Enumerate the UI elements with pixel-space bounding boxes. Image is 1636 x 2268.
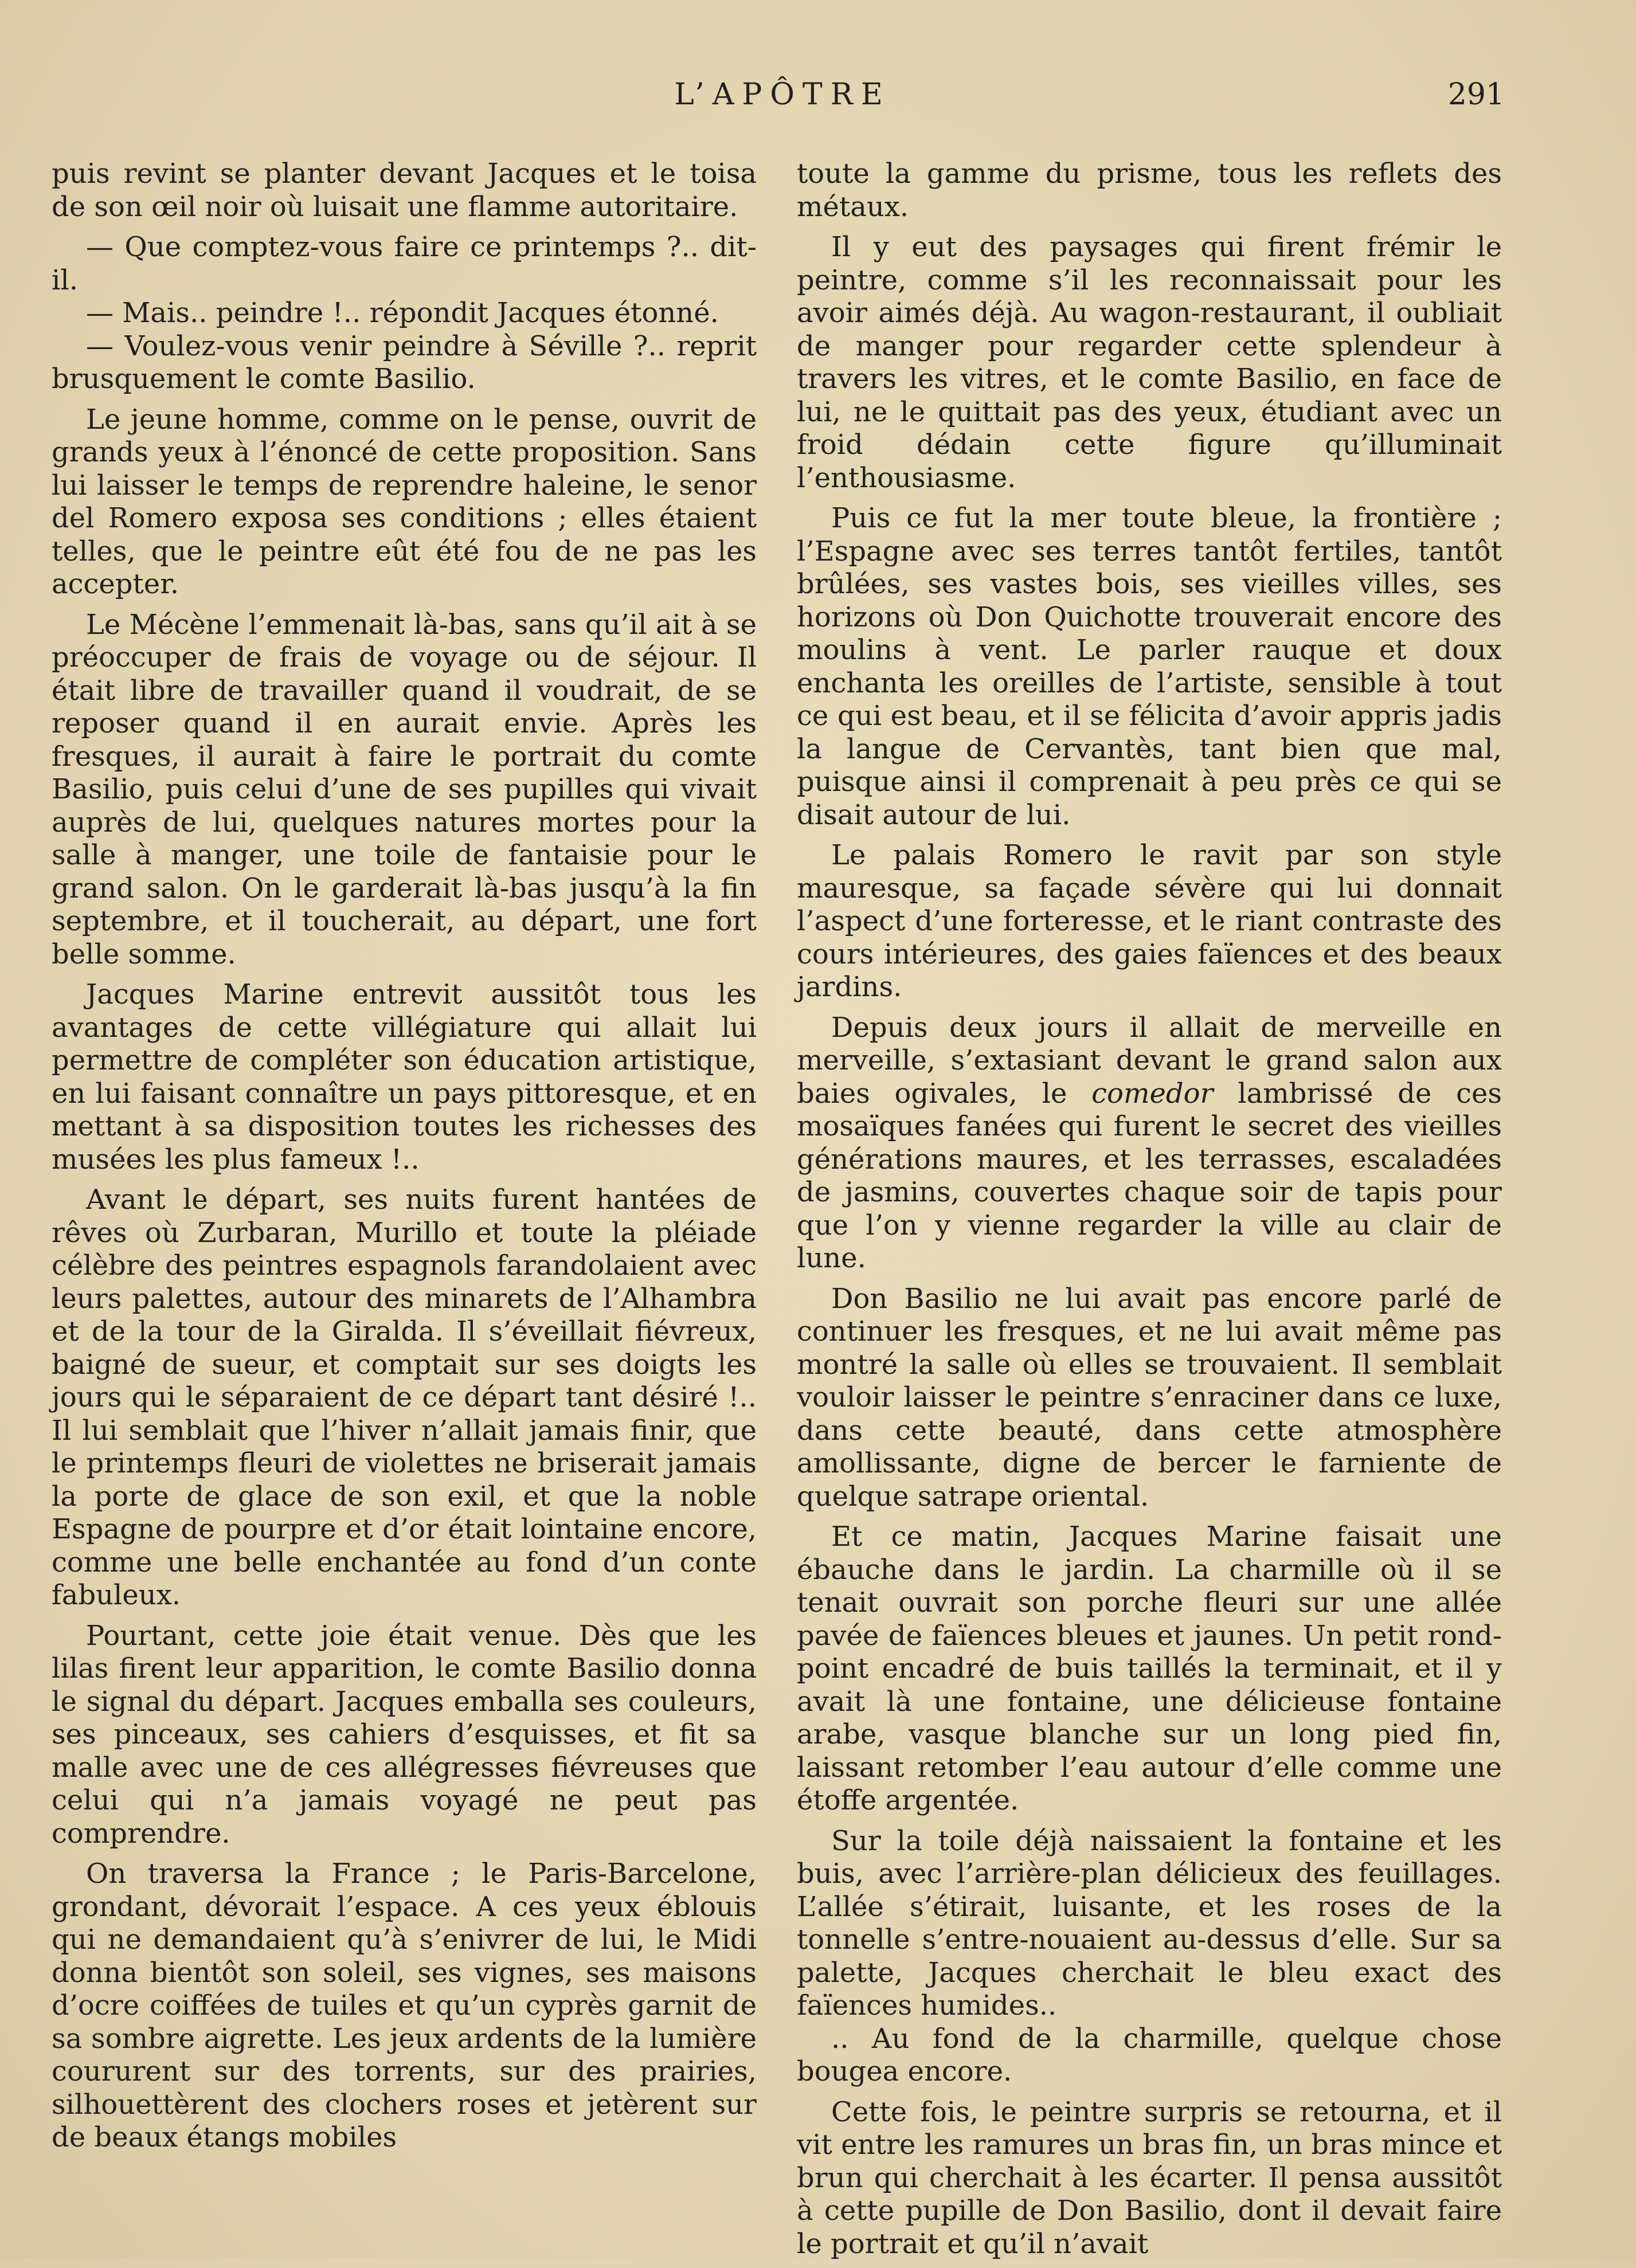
page-number: 291 bbox=[1447, 77, 1505, 112]
paragraph: Jacques Marine entrevit aussitôt tous les avantages de cette villégiature qui allait lui permettre de compléter son éducation artistique, en lui faisant connaître un pays pittoresque, et en mettant à sa disposition toutes les richesses des musées les plus fameux !.. bbox=[52, 978, 757, 1176]
italic-word: comedor bbox=[1091, 1077, 1214, 1110]
paragraph: Don Basilio ne lui avait pas encore parlé de continuer les fresques, et ne lui avait même pas montré la salle où elles se trouvaient. Il semblait vouloir laisser le peintre s’enraciner dans ce luxe, dans cette beauté, dans cette atmosphère amollissante, digne de bercer le farniente de quelque satrape oriental. bbox=[797, 1282, 1502, 1513]
paragraph: Le Mécène l’emmenait là-bas, sans qu’il ait à se préoccuper de frais de voyage ou de séjour. Il était libre de travailler quand il voudrait, de se reposer quand il en aurait envie. Après les fresques, il aurait à faire le portrait du comte Basilio, puis celui d’une de ses pupilles qui vivait auprès de lui, quelques natures mortes pour la salle à manger, une toile de fantaisie pour le grand salon. On le garderait là-bas jusqu’à la fin septembre, et il toucherait, au départ, une fort belle somme. bbox=[52, 608, 757, 970]
paragraph: Pourtant, cette joie était venue. Dès que les lilas firent leur apparition, le comte Basilio donna le signal du départ. Jacques emballa ses couleurs, ses pinceaux, ses cahiers d’esquisses, et fit sa malle avec une de ces allégresses fiévreuses que celui qui n’a jamais voyagé ne peut pas comprendre. bbox=[52, 1619, 757, 1850]
left-column bbox=[52, 158, 757, 2162]
paragraph: Le jeune homme, comme on le pense, ouvrit de grands yeux à l’énoncé de cette proposition. Sans lui laisser le temps de reprendre haleine, le senor del Romero exposa ses conditions ; elles étaient telles, que le peintre eût été fou de ne pas les accepter. bbox=[52, 403, 757, 600]
paragraph: Le palais Romero le ravit par son style mauresque, sa façade sévère qui lui donnait l’aspect d’une forteresse, et le riant contraste des cours intérieures, des gaies faïences et des beaux jardins. bbox=[797, 839, 1502, 1003]
paragraph: Avant le départ, ses nuits furent hantées de rêves où Zurbaran, Murillo et toute la pléiade célèbre des peintres espagnols farandolaient avec leurs palettes, autour des minarets de l’Alhambra et de la tour de la Giralda. Il s’éveillait fiévreux, baigné de sueur, et comptait sur ses doigts les jours qui le séparaient de ce départ tant désiré !.. Il lui semblait que l’hiver n’allait jamais finir, que le printemps fleuri de violettes ne briserait jamais la porte de glace de son exil, et que la noble Espagne de pourpre et d’or était lointaine encore, comme une belle enchantée au fond d’un conte fabuleux. bbox=[52, 1184, 757, 1611]
paragraph: Sur la toile déjà naissaient la fontaine et les buis, avec l’arrière-plan délicieux des feuillages. L’allée s’étirait, luisante, et les roses de la tonnelle s’entre-nouaient au-dessus d’elle. Sur sa palette, Jacques cherchait le bleu exact des faïences humides.. bbox=[797, 1824, 1502, 2022]
running-title: L’APÔTRE bbox=[674, 77, 891, 112]
paragraph: Puis ce fut la mer toute bleue, la frontière ; l’Espagne avec ses terres tantôt fertiles, tantôt brûlées, ses vastes bois, ses vieilles villes, ses horizons où Don Quichotte trouverait encore des moulins à vent. Le parler rauque et doux enchanta les oreilles de l’artiste, sensible à tout ce qui est beau, et il se félicita d’avoir appris jadis la langue de Cervantès, tant bien que mal, puisque ainsi il comprenait à peu près ce qui se disait autour de lui. bbox=[797, 502, 1502, 831]
paragraph: toute la gamme du prisme, tous les reflets des métaux. bbox=[797, 158, 1502, 223]
right-column bbox=[797, 158, 1502, 2268]
paragraph: Cette fois, le peintre surpris se retourna, et il vit entre les ramures un bras fin, un bras mince et brun qui cherchait à les écarter. Il pensa aussitôt à cette pupille de Don Basilio, dont il devait faire le portrait et qu’il n’avait bbox=[797, 2095, 1502, 2260]
paragraph: Et ce matin, Jacques Marine faisait une ébauche dans le jardin. La charmille où il se tenait ouvrait son porche fleuri sur une allée pavée de faïences bleues et jaunes. Un petit rond-point encadré de buis taillés la terminait, et il y avait là une fontaine, une délicieuse fontaine arabe, vasque blanche sur un long pied fin, laissant retomber l’eau autour d’elle comme une étoffe argentée. bbox=[797, 1521, 1502, 1816]
paragraph bbox=[797, 1012, 1502, 1275]
paragraph: puis revint se planter devant Jacques et le toisa de son œil noir où luisait une flamme autoritaire. bbox=[52, 158, 757, 223]
paragraph-text: Depuis deux jours il allait de merveille en merveille, s’extasiant devant le grand salon aux baies ogivales, le bbox=[797, 1011, 1502, 1110]
dialogue-line: — Voulez-vous venir peindre à Séville ?.. reprit brusquement le comte Basilio. bbox=[52, 330, 757, 395]
paragraph-text: lambrissé de ces mosaïques fanées qui furent le secret des vieilles générations maures, et les terrasses, escaladées de jasmins, couvertes chaque soir de tapis pour que l’on y vienne regarder la ville au clair de lune. bbox=[797, 1077, 1502, 1274]
dialogue-line: — Mais.. peindre !.. répondit Jacques étonné. bbox=[86, 297, 719, 329]
paragraph: .. Au fond de la charmille, quelque chose bougea encore. bbox=[797, 2022, 1502, 2087]
paragraph: On traversa la France ; le Paris-Barcelone, grondant, dévorait l’espace. A ces yeux éblouis qui ne demandaient qu’à s’enivrer de lui, le Midi donna bientôt son soleil, ses vignes, ses maisons d’ocre coiffées de tuiles et qu’un cyprès garnit de sa sombre aigrette. Les jeux ardents de la lumière coururent sur des torrents, sur des prairies, silhouettèrent des clochers roses et jetèrent sur de beaux étangs mobiles bbox=[52, 1858, 757, 2153]
running-head bbox=[60, 77, 1505, 117]
paragraph: Il y eut des paysages qui firent frémir le peintre, comme s’il les reconnaissait pour les avoir aimés déjà. Au wagon-restaurant, il oubliait de manger pour regarder cette splendeur à travers les vitres, et le comte Basilio, en face de lui, ne le quittait pas des yeux, étudiant avec un froid dédain cette figure qu’illuminait l’enthousiasme. bbox=[797, 231, 1502, 494]
dialogue-line: — Que comptez-vous faire ce printemps ?.. dit-il. bbox=[52, 231, 757, 296]
